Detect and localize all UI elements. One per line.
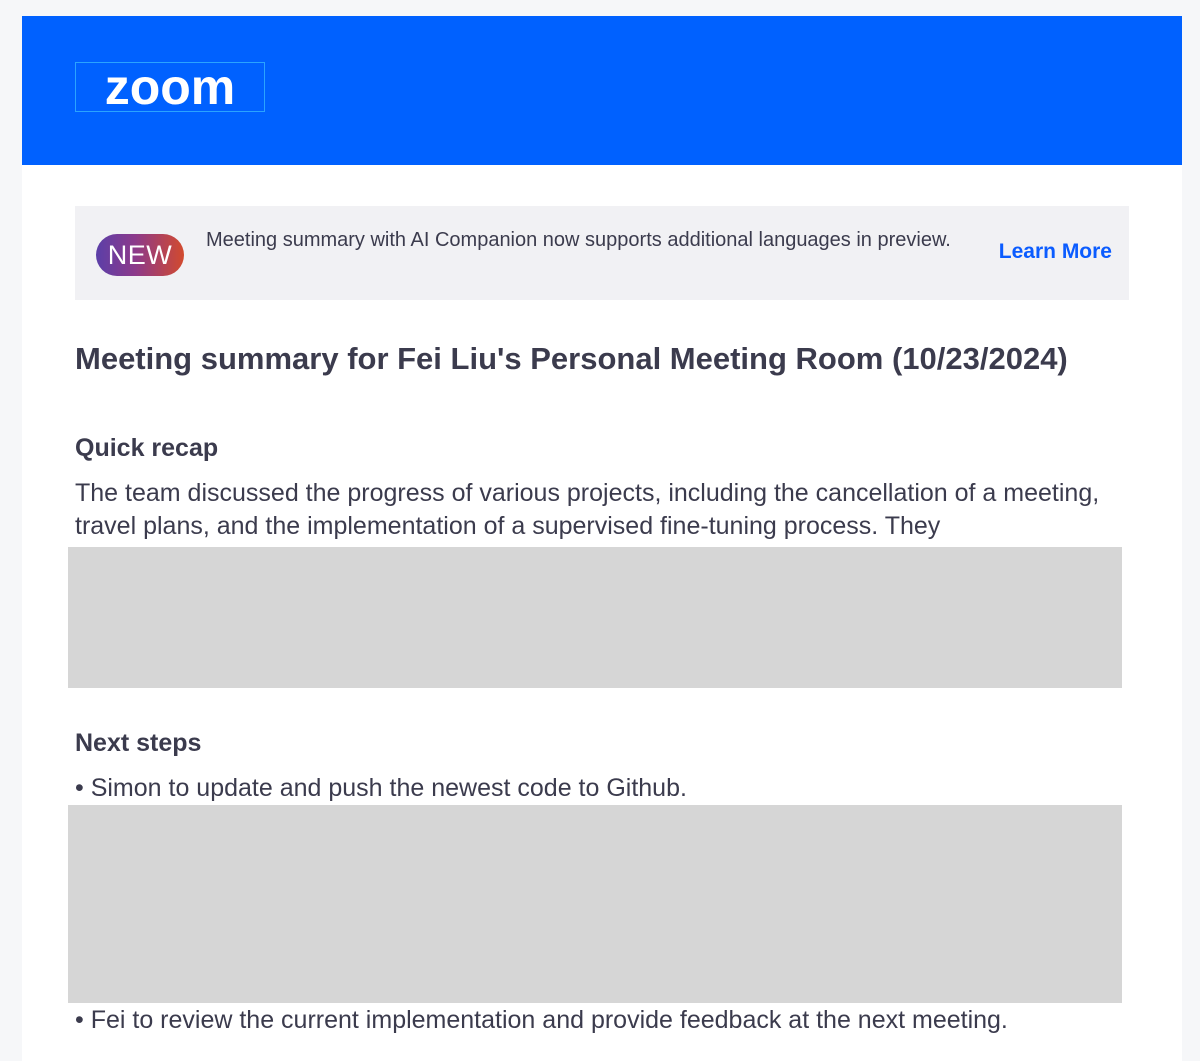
quick-recap-text: The team discussed the progress of various projects, including the cancellation of a meeting, travel plans, and the implementation of a supervised fine-tuning process. They — [75, 479, 1100, 540]
learn-more-link[interactable]: Learn More — [998, 240, 1112, 263]
new-badge: NEW — [96, 234, 184, 276]
email-header — [22, 16, 1182, 165]
zoom-logo-text: zoom — [104, 63, 236, 111]
next-steps-heading: Next steps — [75, 729, 202, 757]
redacted-block — [68, 547, 1122, 688]
zoom-logo[interactable] — [75, 62, 265, 112]
zoom-logo-icon — [76, 63, 264, 111]
email-card — [22, 16, 1182, 1061]
page-title: Meeting summary for Fei Liu's Personal Meeting Room (10/23/2024) — [75, 341, 1068, 376]
announcement-banner — [75, 206, 1129, 300]
next-step-item: • Simon to update and push the newest code to Github. — [75, 774, 687, 802]
quick-recap-heading: Quick recap — [75, 434, 219, 462]
redacted-block — [68, 805, 1122, 1003]
banner-message: Meeting summary with AI Companion now supports additional languages in preview. — [206, 229, 951, 251]
next-step-item: • Fei to review the current implementation and provide feedback at the next meeting. — [75, 1006, 1008, 1034]
